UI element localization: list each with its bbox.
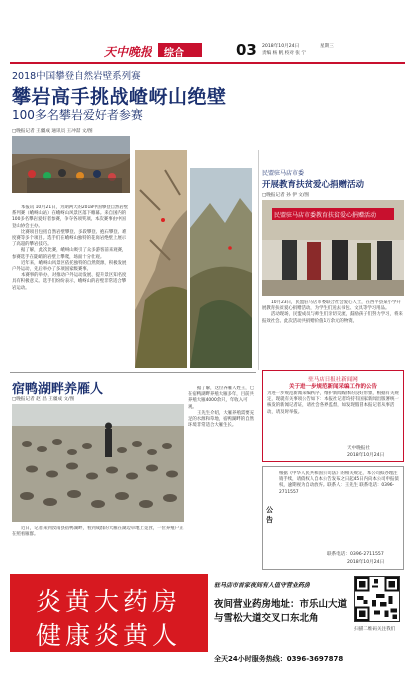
article3-caption: [12, 526, 184, 572]
article2-headline: 开展教育扶贫爱心捐赠活动: [262, 180, 365, 190]
article1-kicker: 2018中国攀登自然岩壁系列赛: [12, 71, 141, 82]
ad-address-line1: 夜间营业药房地址：市乐山大道: [214, 599, 348, 610]
announcement-label-box: [265, 477, 277, 557]
ad-slogan-line2: 健康炎黄人: [36, 621, 182, 650]
paragraph: 本报讯 10月21日，为期两天的2018中国攀登自然岩壁系列赛（嵖岈山站）在嵖岈山风景区落下帷幕。来自国内的100多名攀岩爱好者参赛，争夺各项奖项。本次赛事由中国登山协会主办。: [12, 205, 129, 229]
paragraph: 据了解，此次比赛，嵖岈山吸引了众多游客前来观赛，参赛选手在陡峭的岩壁上攀爬，场面十分壮观。: [12, 248, 127, 260]
announcement-date: 2018年10月24日: [347, 560, 385, 565]
issue-weekday: 星期三: [320, 44, 334, 49]
issue-date: 2018年10月24日: [262, 44, 300, 49]
article1-headline: 攀岩高手挑战嵖岈山绝壁: [12, 86, 227, 108]
paragraph: 10月23日，民盟驻马店市委联合社会爱心人士，在西平县某小学开展教育扶贫爱心捐赠活动，为学生们送去书包、文具等学习用品。: [262, 300, 401, 312]
notice-signature: 天中晚报社: [347, 446, 370, 451]
paragraph: 活动现场，民盟成员与师生们亲切交流，鼓励孩子们努力学习，将来报效社会。此次活动共捐赠价值1万余元的物资。: [262, 312, 403, 324]
masthead-rule: [10, 62, 405, 64]
article3-headline: 宿鸭湖畔养雁人: [12, 382, 104, 397]
announcement-phone: 联系电话：0396-2711557: [327, 552, 384, 557]
paragraph: 据了解，这位养雁人姓王，已在宿鸭湖畔养殖大雁多年，目前共养殖大雁4000余只，年收入可观。: [188, 386, 255, 410]
geese-flock-photo: [12, 404, 184, 522]
page-number: 03: [236, 41, 257, 59]
ad-red-panel: [10, 574, 208, 652]
donation-banner-text: 民盟驻马店市委教育扶贫爱心捐赠活动: [274, 212, 377, 219]
article3-body: [188, 386, 256, 571]
article2-byline: □晚报记者 孙 伊 文/图: [262, 193, 310, 198]
paragraph: 近日，记者来到汝南县宿鸭湖畔，看到成群的大雁在湖边草地上觅食，一位养殖户正在照看雁群。: [12, 526, 184, 538]
article2-body: [262, 300, 404, 360]
masthead: [96, 40, 401, 60]
notice-header: 驻马店日报社新闻网: [308, 377, 358, 383]
article3-byline: □晚报记者 赵 昌 王疆成 文/图: [12, 397, 75, 402]
climbers-group-photo: [12, 136, 130, 193]
qr-code: [354, 576, 400, 622]
column-divider: [258, 150, 259, 370]
mountain-vista-photo: [190, 168, 252, 368]
ad-slogan-line1: 炎黄大药房: [36, 587, 182, 616]
article1-body: [12, 205, 130, 370]
rock-face-photo: [135, 150, 187, 368]
paragraph: 近年来，嵖岈山风景区依托独特的自然资源，积极发展户外运动，先后举办了多项国家级赛事。: [12, 260, 127, 273]
pharmacy-advertisement: [10, 574, 405, 662]
notice-box: [262, 370, 404, 462]
notice-title: 关于进一步规范新闻采编工作的公告: [288, 384, 377, 390]
announcement-body: 根据《中华人民共和国公司法》的相关规定，本公司拟办理注销手续，请债权人自本公告发布之日起45日内向本公司申报债权，逾期视为自动放弃。联系人：王先生 联系电话：0396-2711557: [279, 471, 399, 495]
announcement-box: [262, 466, 404, 570]
paragraph: 本赛事的举办，对推动户外运动发展、提升景区知名度具有积极意义。选手们纷纷表示，嵖岈山的岩壁非常适合攀岩运动。: [12, 273, 127, 291]
notice-date: 2018年10月24日: [347, 453, 385, 458]
paragraph: 比赛项目包括自然岩壁攀登、多段攀登、抱石攀登、难度赛等多个项目。选手们在嵖岈山独特的花岗岩绝壁上展示了高超的攀岩技巧。: [12, 229, 127, 248]
ad-hotline: 全天24小时服务热线：0396-3697878: [214, 655, 344, 663]
ad-address-line2: 与雪松大道交叉口东北角: [214, 613, 319, 624]
paper-name: 天中晚报: [104, 45, 153, 59]
announcement-label: 公告: [266, 506, 273, 524]
article1-photo-credit: □晚报记者 王疆成 通讯员 王冲喆 文/图: [12, 129, 93, 134]
paragraph: 王先生介绍，大雁养殖需要充足的水源和草地，宿鸭湖畔的自然环境非常适合大雁生长。: [188, 410, 255, 429]
section-badge: 综合: [158, 43, 202, 57]
page-editors: 责编 杨 帆 校对 张 宁: [262, 51, 307, 56]
qr-caption: 扫描二维码关注我们: [354, 627, 396, 632]
donation-event-photo: [262, 200, 404, 296]
article2-kicker: 民盟驻马店市委: [262, 170, 305, 177]
notice-body: 为进一步规范新闻采编秩序，维护新闻媒体的良好形象，根据有关规定，现就有关事项公告如下：本报社记者均持有国家新闻出版署统一核发的新闻记者证，请社会各界监督，如发现假冒本报记者从事活动，请及时举报。: [267, 391, 399, 415]
article1-subhead: 100多名攀岩爱好者参赛: [12, 108, 143, 122]
ad-tagline: 驻马店市首家夜间有人值守营业药房: [214, 582, 311, 589]
section-divider: [10, 372, 256, 373]
